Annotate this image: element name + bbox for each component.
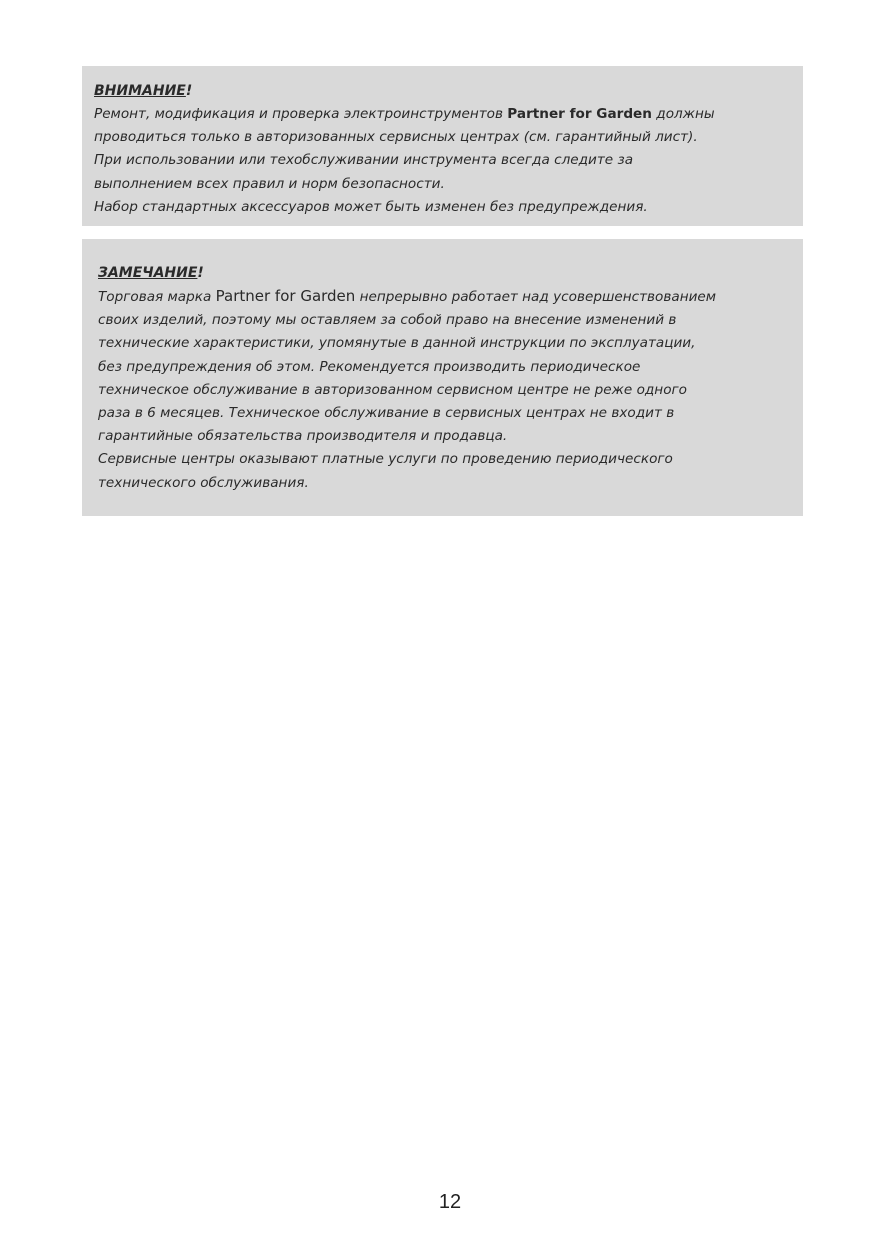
note-line-1-start: Торговая марка [98, 289, 212, 305]
note-line-6: раза в 6 месяцев. Техническое обслуживание в сервисных центрах не входит в [98, 405, 675, 422]
note-line-3: технические характеристики, упомянутые в данной инструкции по эксплуатации, [98, 335, 696, 352]
warning-line-5: Набор стандартных аксессуаров может быть изменен без предупреждения. [94, 198, 648, 215]
warning-line-1-start: Ремонт, модификация и проверка электроинструментов [94, 106, 503, 122]
note-title-mark: ! [197, 265, 204, 281]
warning-line-3: При использовании или техобслуживании инструмента всегда следите за [94, 152, 634, 169]
note-line-7: гарантийные обязательства производителя и продавца. [98, 428, 508, 445]
note-brand-name: Partner for Garden [215, 287, 356, 305]
note-title-text: ЗАМЕЧАНИЕ [98, 265, 198, 281]
warning-brand-name: Partner for Garden [507, 106, 652, 122]
note-line-1-end: непрерывно работает над усовершенствованием [359, 289, 717, 305]
warning-title [94, 80, 795, 103]
warning-line-2: проводиться только в авторизованных сервисных центрах (см. гарантийный лист). [94, 129, 698, 146]
note-line-5: техническое обслуживание в авторизованном сервисном центре не реже одного [98, 381, 687, 398]
warning-line-4: выполнением всех правил и норм безопасности. [94, 175, 445, 192]
warning-title-mark: ! [185, 83, 193, 99]
note-line-4: без предупреждения об этом. Рекомендуется производить периодическое [98, 358, 641, 375]
warning-line-1-end: должны [656, 106, 715, 122]
warning-box [82, 66, 803, 226]
note-line-9: технического обслуживания. [98, 474, 309, 491]
note-box [82, 239, 803, 516]
note-title [98, 262, 797, 285]
note-line-1 [98, 285, 797, 309]
warning-title-text: ВНИМАНИЕ [94, 83, 186, 99]
page-number: 12 [438, 1191, 462, 1213]
note-line-8: Сервисные центры оказывают платные услуги по проведению периодического [98, 451, 673, 468]
note-line-2: своих изделий, поэтому мы оставляем за собой право на внесение изменений в [98, 312, 677, 329]
warning-line-1 [94, 103, 795, 126]
